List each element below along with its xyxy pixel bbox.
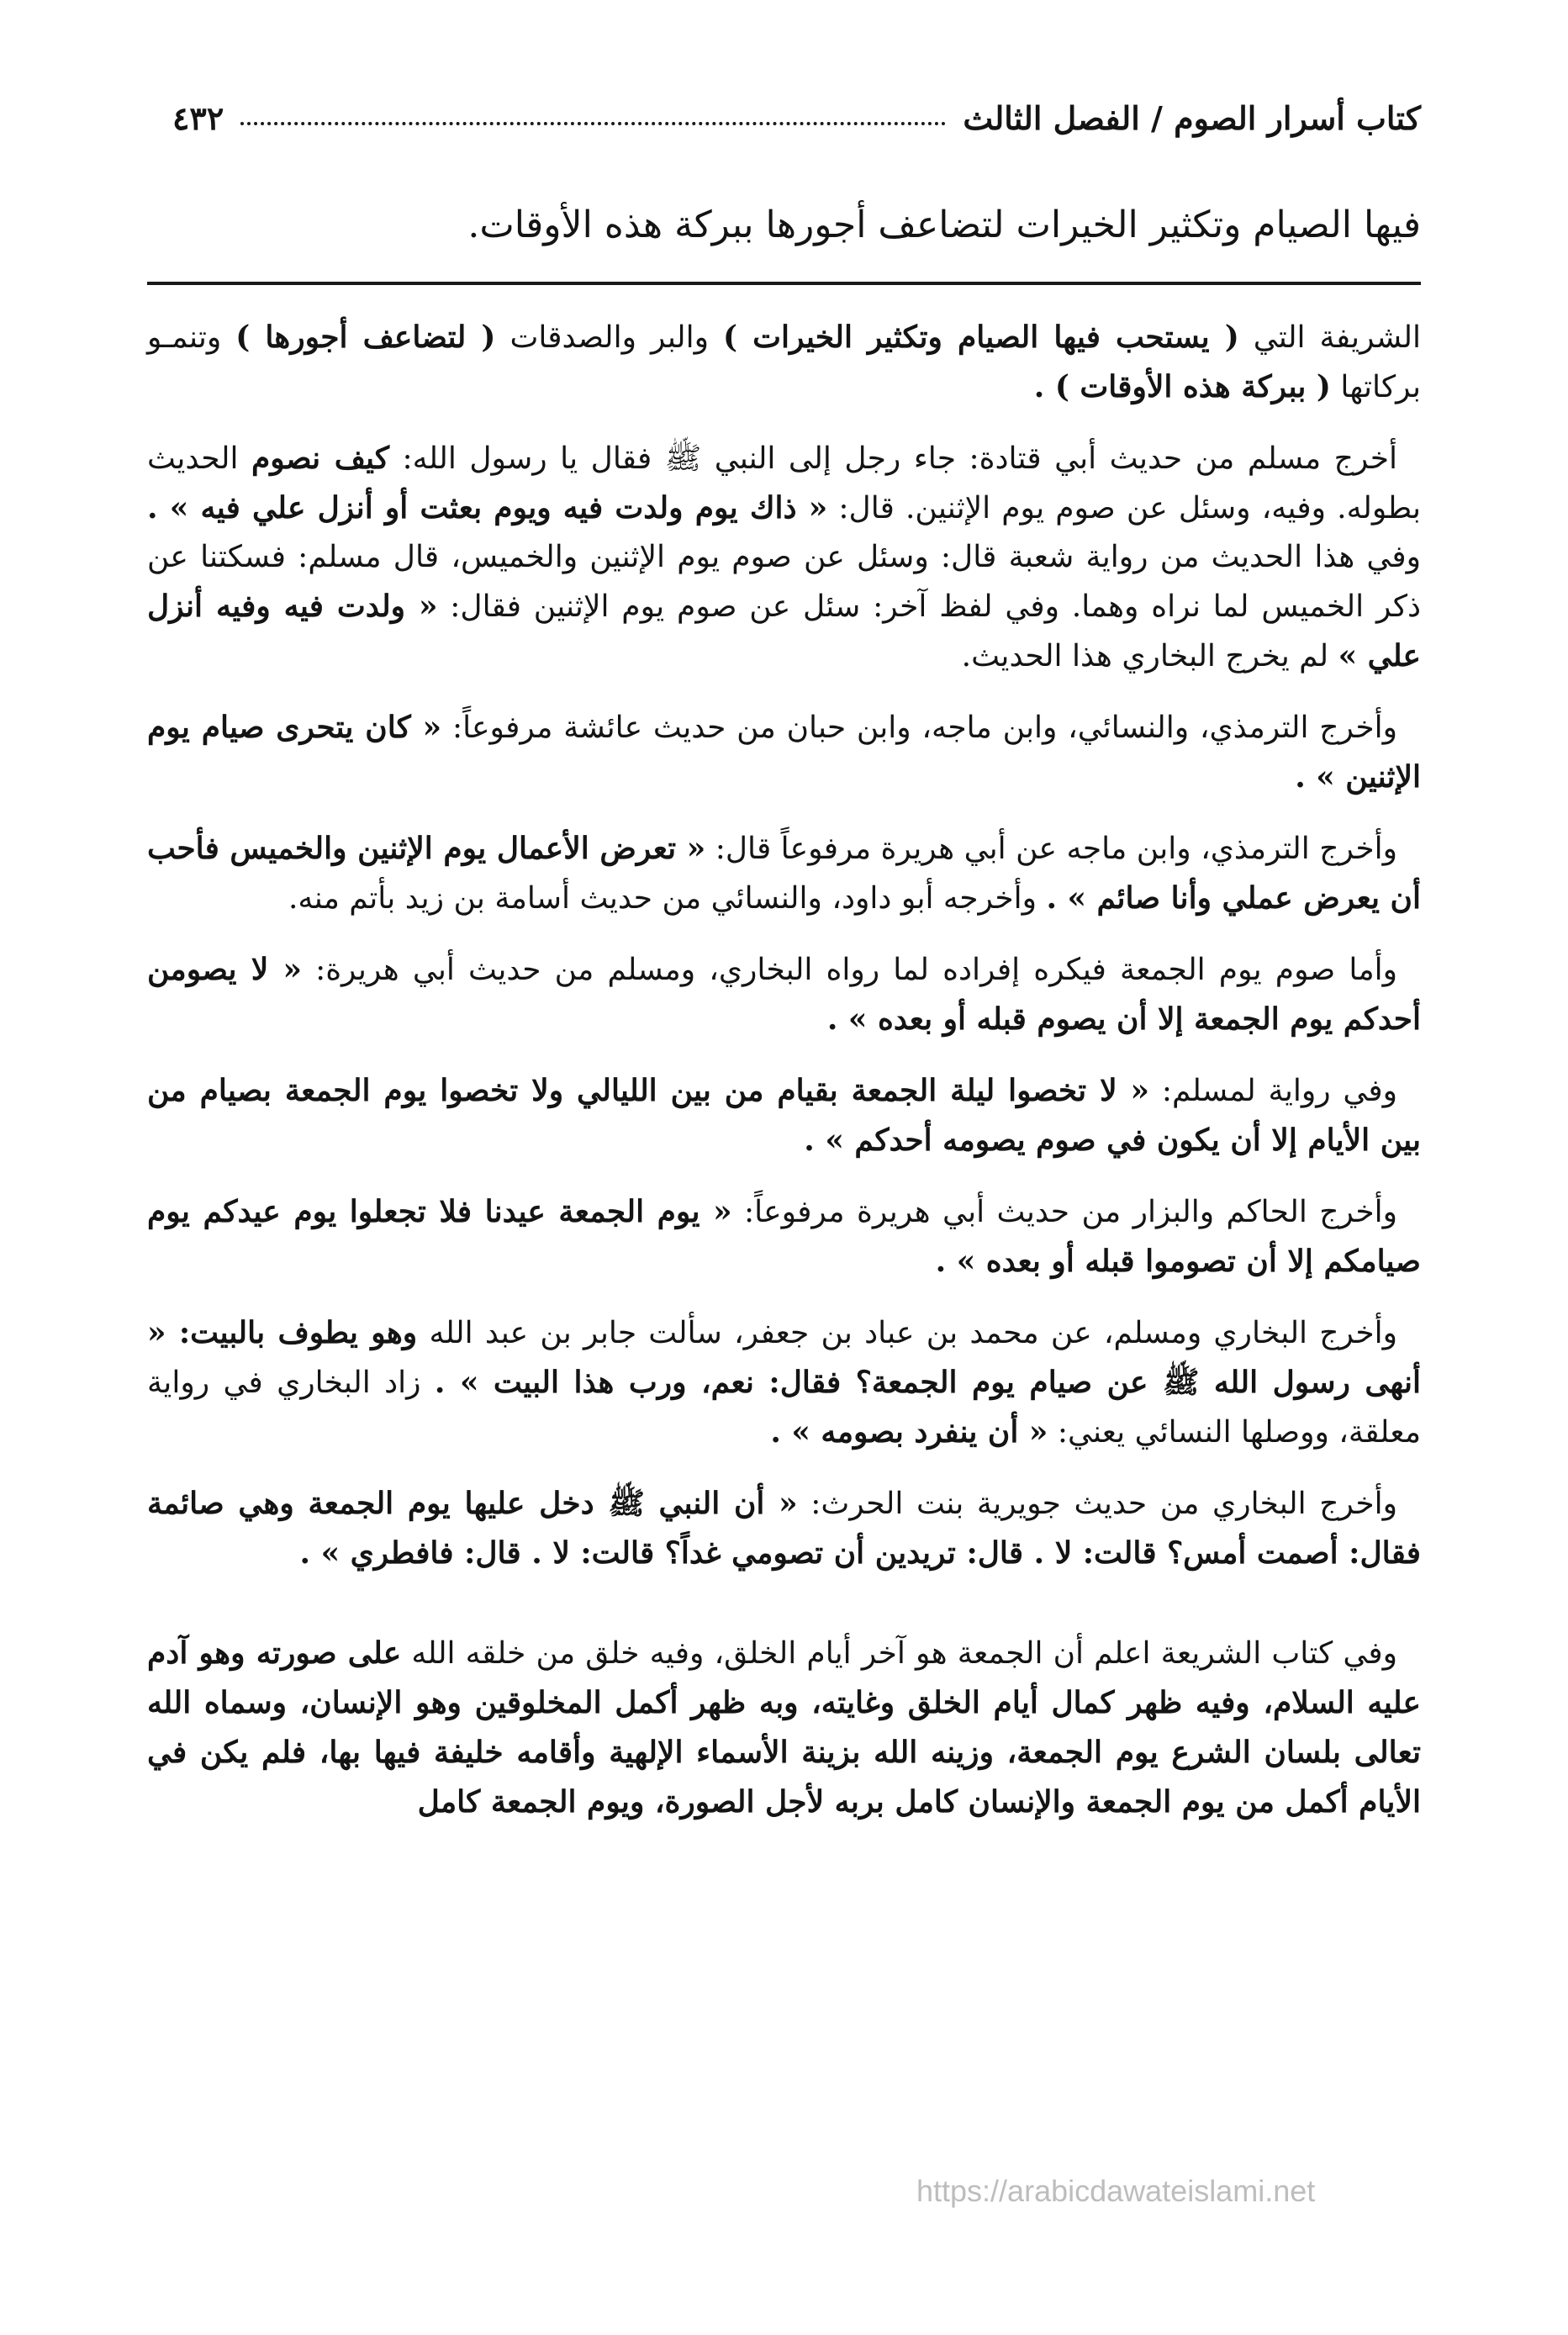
bold-run: وهو يطوف بالبيت: « أنهى رسول الله ﷺ عن صيام يوم الجمعة؟ فقال: نعم، ورب هذا البيت » .	[147, 1315, 1421, 1400]
commentary-paragraph-1	[147, 313, 1421, 412]
page-number: ٤٣٢	[172, 98, 224, 137]
bold-run: كيف نصوم	[251, 441, 389, 476]
bold-run: ( يستحب فيها الصيام وتكثير الخيرات )	[723, 320, 1239, 355]
text-run: وتنمـو بركاتها	[147, 320, 1421, 404]
commentary-paragraph-3	[147, 703, 1421, 802]
commentary-paragraph-8	[147, 1308, 1421, 1457]
commentary	[147, 313, 1421, 1849]
text-run: الشريفة التي	[1253, 320, 1422, 355]
text-run: لم يخرج البخاري هذا الحديث.	[961, 639, 1329, 674]
bold-run: ( ببركة هذه الأوقات ) .	[1033, 369, 1331, 404]
bold-run: « أن النبي ﷺ دخل عليها يوم الجمعة وهي صائمة فقال: أصمت أمس؟ قالت: لا . قال: تريدين أن تصومي غداً؟ قالت: لا . قال: فافطري » .	[147, 1486, 1421, 1571]
bold-run: على صورته وهو آدم عليه السلام، وفيه ظهر كمال أيام الخلق وغايته، وبه ظهر أكمل المخلوقين وهو الإنسان، وسماه الله تعالى بلسان الشرع يوم الجمعة، وزينه الله بزينة الأسماء الإلهية وأقامه خليفة فيها بها، فلم يكن في الأيام أكمل من يوم الجمعة والإنسان كامل بربه لأجل الصورة، ويوم الجمعة كامل	[147, 1635, 1421, 1820]
text-run: وأما صوم يوم الجمعة فيكره إفراده لما رواه البخاري، ومسلم من حديث أبي هريرة:	[315, 953, 1397, 987]
bold-run: « لا يصومن أحدكم يوم الجمعة إلا أن يصوم قبله أو بعده » .	[147, 952, 1421, 1037]
watermark-url: https://arabicdawateislami.net	[916, 2174, 1316, 2208]
text-run: وأخرجه أبو داود، والنسائي من حديث أسامة بن زيد بأتم منه.	[288, 881, 1037, 916]
bold-run: « تعرض الأعمال يوم الإثنين والخميس فأحب أن يعرض عملي وأنا صائم » .	[147, 831, 1421, 916]
text-run: وفي هذا الحديث من رواية شعبة قال: وسئل عن صوم يوم الإثنين والخميس، قال مسلم: فسكتنا عن ذكر الخميس لما نراه وهما. وفي لفظ آخر: سئل عن صوم يوم الإثنين فقال:	[147, 540, 1421, 624]
commentary-paragraph-10	[147, 1629, 1421, 1827]
text-run: والبر والصدقات	[509, 320, 710, 355]
commentary-paragraph-4	[147, 824, 1421, 923]
text-run: وأخرج الترمذي، والنسائي، وابن ماجه، وابن حبان من حديث عائشة مرفوعاً:	[451, 711, 1398, 745]
text-run: وفي كتاب الشريعة اعلم أن الجمعة هو آخر أيام الخلق، وفيه خلق من خلقه الله	[411, 1636, 1397, 1671]
bold-run: « ولدت فيه وفيه أنزل علي »	[147, 589, 1421, 674]
bold-run: « لا تخصوا ليلة الجمعة بقيام من بين الليالي ولا تخصوا يوم الجمعة بصيام من بين الأيام إلا أن يكون في صوم يصومه أحدكم » .	[147, 1073, 1421, 1158]
bold-run: « يوم الجمعة عيدنا فلا تجعلوا يوم عيدكم يوم صيامكم إلا أن تصوموا قبله أو بعده » .	[147, 1194, 1421, 1279]
bold-run: « ذاك يوم ولدت فيه ويوم بعثت أو أنزل علي فيه » .	[147, 490, 828, 526]
bold-run: « أن ينفرد بصومه » .	[770, 1414, 1048, 1450]
header-dot-leader	[240, 122, 946, 125]
bold-run: « كان يتحرى صيام يوم الإثنين » .	[147, 710, 1421, 795]
text-run: وأخرج البخاري من حديث جويرية بنت الحرث:	[810, 1487, 1397, 1521]
book-title: كتاب أسرار الصوم / الفصل الثالث	[963, 98, 1421, 137]
main-text-line: فيها الصيام وتكثير الخيرات لتضاعف أجورها ببركة هذه الأوقات.	[467, 203, 1421, 246]
commentary-paragraph-5	[147, 945, 1421, 1044]
running-header	[147, 92, 1421, 143]
text-run: وأخرج البخاري ومسلم، عن محمد بن عباد بن جعفر، سألت جابر بن عبد الله	[429, 1316, 1398, 1350]
commentary-paragraph-9	[147, 1479, 1421, 1578]
text-run: زاد البخاري في رواية معلقة، ووصلها النسائي يعني:	[147, 1366, 1421, 1450]
commentary-paragraph-2	[147, 434, 1421, 681]
text-run: وأخرج الترمذي، وابن ماجه عن أبي هريرة مرفوعاً قال:	[715, 832, 1398, 866]
text-run: الحديث بطوله. وفيه، وسئل عن صوم يوم الإثنين. قال:	[147, 441, 1421, 526]
commentary-paragraph-7	[147, 1187, 1421, 1286]
section-divider	[147, 282, 1421, 285]
text-run: وفي رواية لمسلم:	[1161, 1074, 1398, 1108]
text-run: وأخرج الحاكم والبزار من حديث أبي هريرة مرفوعاً:	[744, 1195, 1398, 1229]
bold-run: ( لتضاعف أجورها )	[235, 320, 496, 355]
text-run: أخرج مسلم من حديث أبي قتادة: جاء رجل إلى النبي ﷺ فقال يا رسول الله:	[402, 441, 1397, 476]
commentary-paragraph-6	[147, 1066, 1421, 1165]
